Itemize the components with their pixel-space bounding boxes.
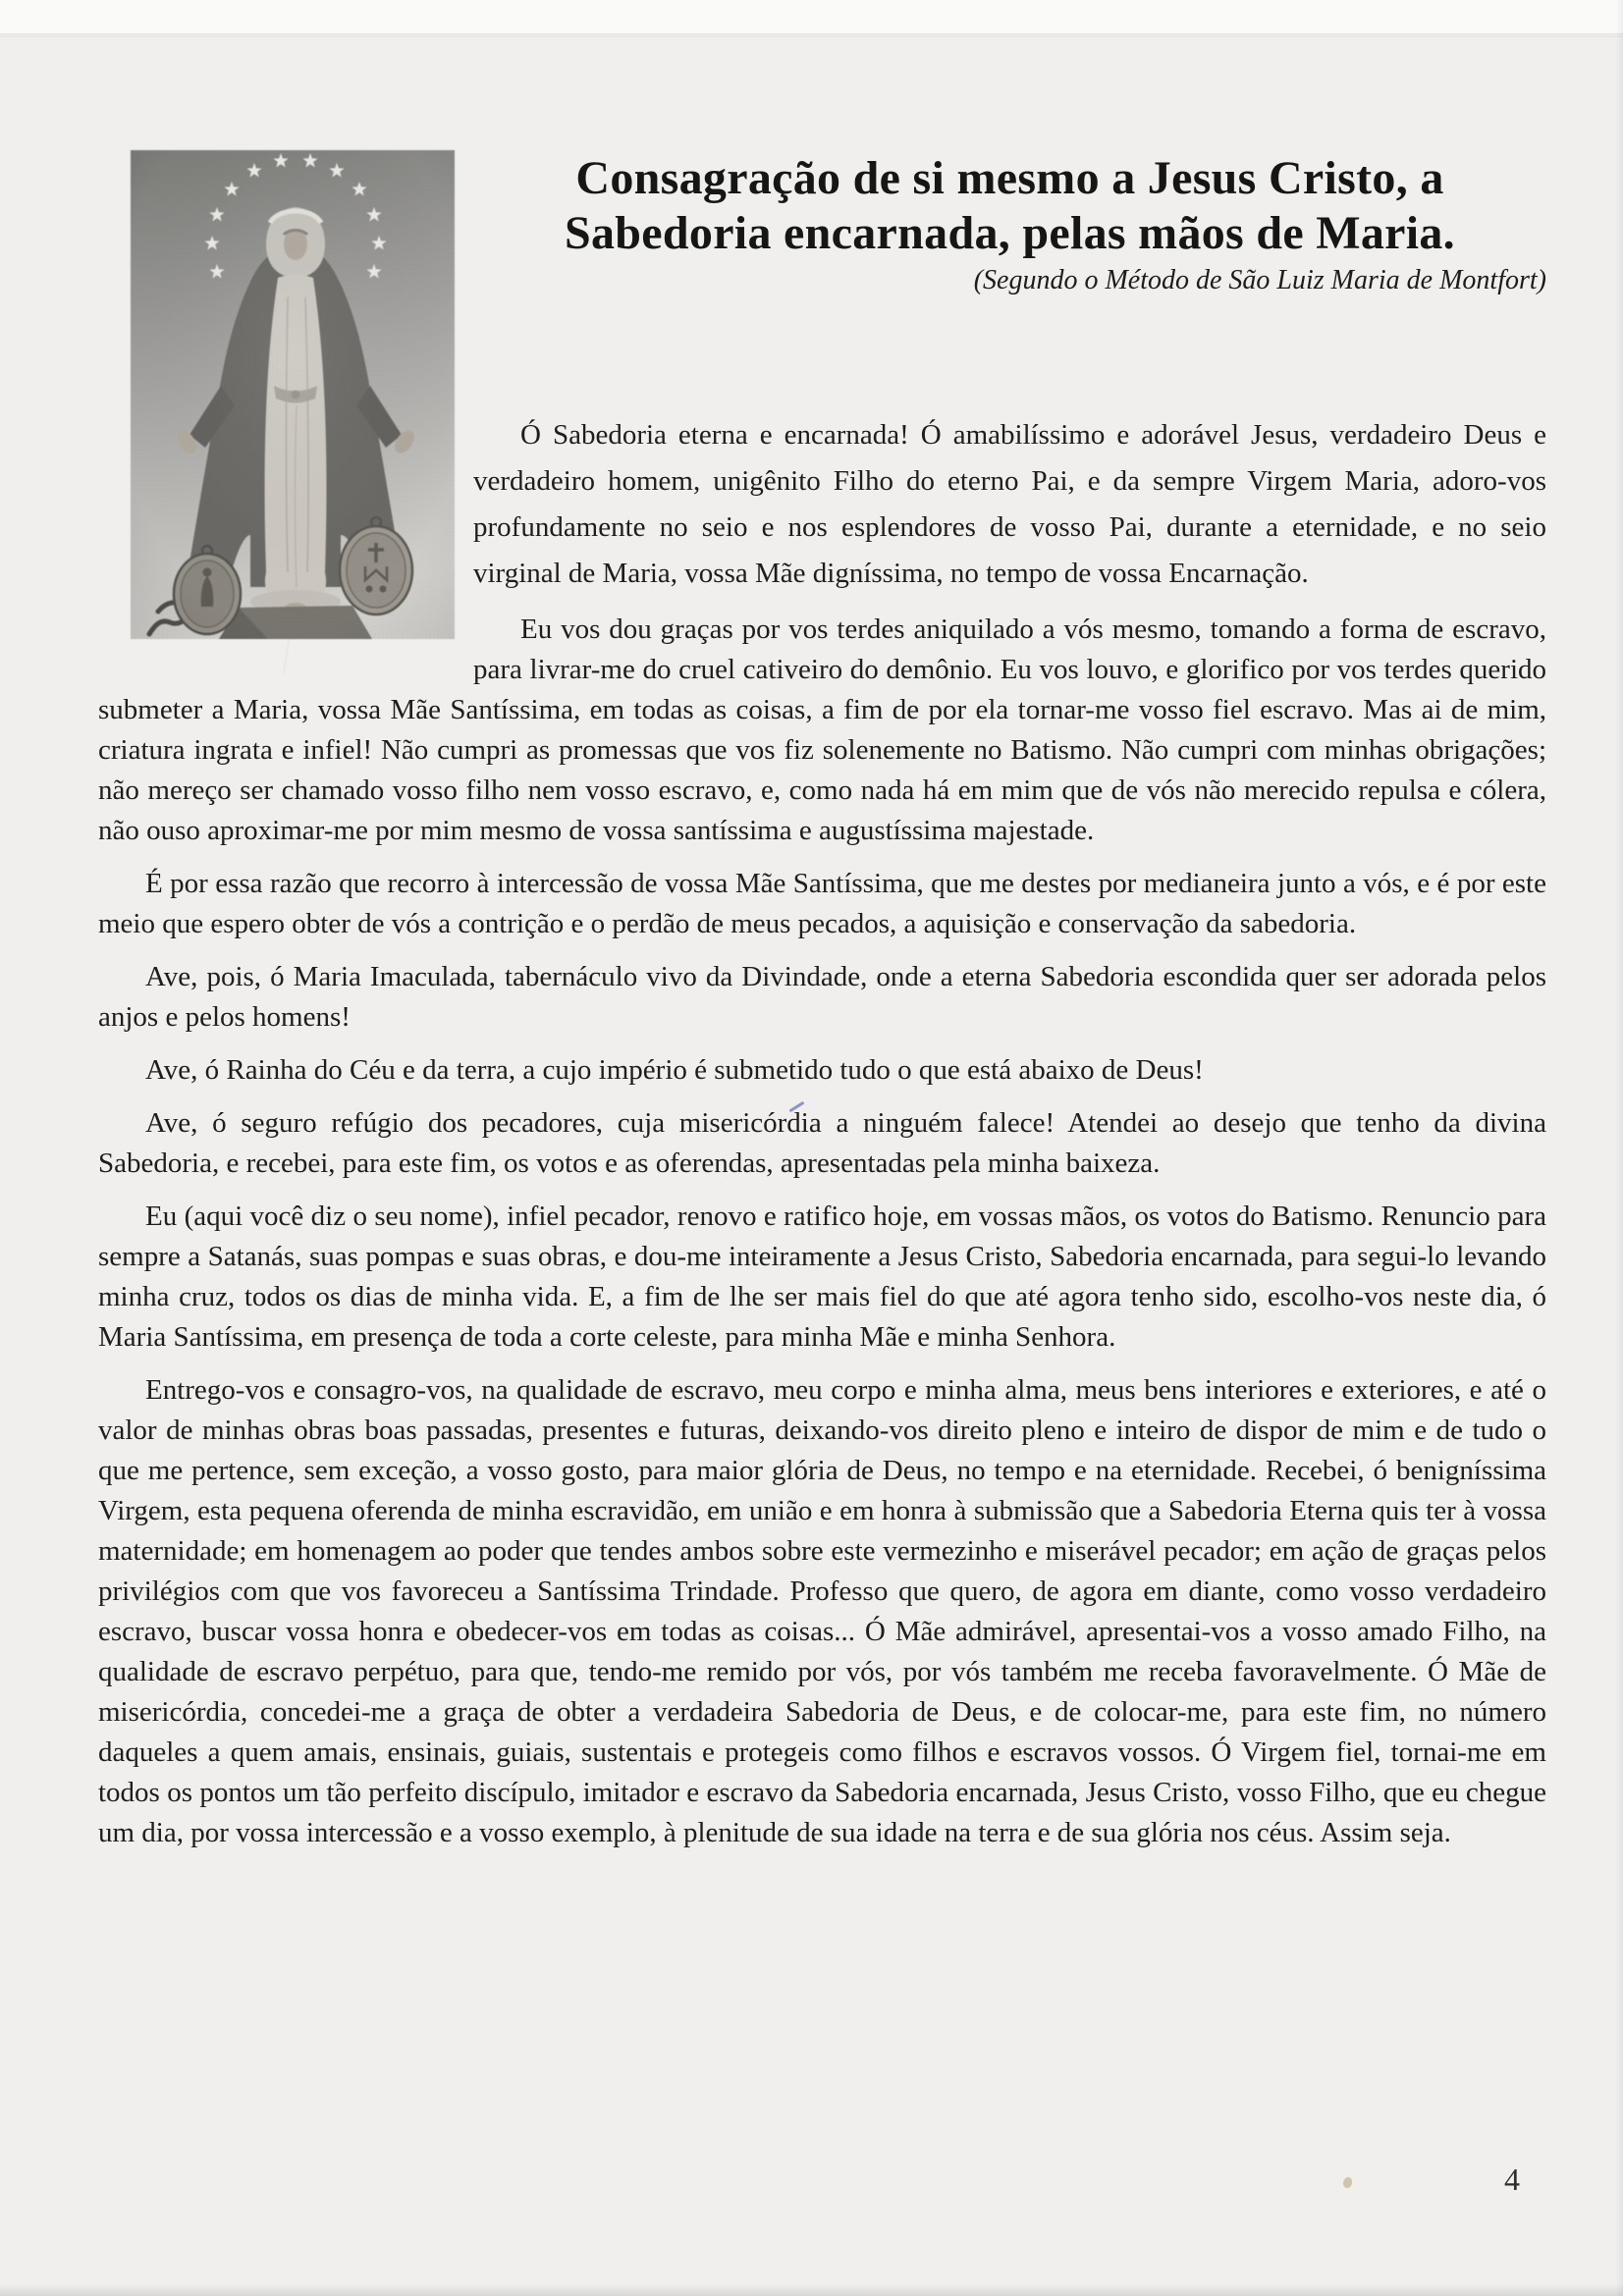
scan-edge-top (0, 0, 1623, 34)
paper-speck (1343, 2177, 1352, 2188)
our-lady-of-grace-picture (131, 150, 455, 639)
title-line-1: Consagração de si mesmo a Jesus Cristo, a (575, 152, 1444, 204)
paragraph-5: Ave, ó Rainha do Céu e da terra, a cujo império é submetido tudo o que está abaixo de Deus! (145, 1054, 1204, 1086)
virgin-mary-image (98, 145, 473, 663)
scan-edge-bottom (0, 2284, 1623, 2296)
paragraph-1: Ó Sabedoria eterna e encarnada! Ó amabilíssimo e adorável Jesus, verdadeiro Deus e verdadeiro homem, unigênito Filho do eterno Pai, e da sempre Virgem Maria, adoro-vos profundamente no seio e nos esplendores de vosso Pai, durante a eternidade, e no seio virginal de Maria, vossa Mãe digníssima, no tempo de vossa Encarnação. (473, 419, 1546, 589)
title-line-2: Sabedoria encarnada, pelas mãos de Maria. (565, 207, 1455, 259)
vignette (131, 150, 455, 639)
our-lady-of-grace-illustration (131, 150, 455, 639)
paragraph-7: Eu (aqui você diz o seu nome), infiel pecador, renovo e ratifico hoje, em vossas mãos, os votos do Batismo. Renuncio para sempre a Satanás, suas pompas e suas obras, e dou-me inteiramente a Jesus Cristo, Sabedoria encarnada, para segui-lo levando minha cruz, todos os dias de minha vida. E, a fim de lhe ser mais fiel do que até agora tenho sido, escolho-vos neste dia, ó Maria Santíssima, em presença de toda a corte celeste, para minha Mãe e minha Senhora. (98, 1201, 1546, 1353)
paragraph-6: Ave, ó seguro refúgio dos pecadores, cuja misericórdia a ninguém falece! Atendei ao desejo que tenho da divina Sabedoria, e recebei, para este fim, os votos e as oferendas, apresentadas pela minha baixeza. (98, 1107, 1546, 1179)
page-number: 4 (1504, 2162, 1520, 2197)
paper-crease-horizontal (0, 35, 1623, 37)
scan-edge-right (1615, 0, 1623, 2296)
paragraph-3: É por essa razão que recorro à intercessão de vossa Mãe Santíssima, que me destes por medianeira junto a vós, e é por este meio que espero obter de vós a contrição e o perdão de meus pecados, a aquisição e conservação da sabedoria. (98, 868, 1546, 939)
document-subtitle: (Segundo o Método de São Luiz Maria de Montfort) (973, 265, 1546, 295)
paragraph-4: Ave, pois, ó Maria Imaculada, tabernáculo vivo da Divindade, onde a eterna Sabedoria escondida quer ser adorada pelos anjos e pelos homens! (98, 961, 1546, 1033)
paragraph-2: Eu vos dou graças por vos terdes aniquilado a vós mesmo, tomando a forma de escravo, para livrar-me do cruel cativeiro do demônio. Eu vos louvo, e glorifico por vos terdes querido submeter a Maria, vossa Mãe Santíssima, em todas as coisas, a fim de por ela tornar-me vosso fiel escravo. Mas ai de mim, criatura ingrata e infiel! Não cumpri as promessas que vos fiz solenemente no Batismo. Não cumpri com minhas obrigações; não mereço ser chamado vosso filho nem vosso escravo, e, como nada há em mim que de vós não merecido repulsa e cólera, não ouso aproximar-me por mim mesmo de vossa santíssima e augustíssima majestade. (98, 614, 1546, 846)
paragraph-8: Entrego-vos e consagro-vos, na qualidade de escravo, meu corpo e minha alma, meus bens interiores e exteriores, e até o valor de minhas obras boas passadas, presentes e futuras, deixando-vos direito pleno e inteiro de dispor de mim e de tudo o que me pertence, sem exceção, a vosso gosto, para maior glória de Deus, no tempo e na eternidade. Recebei, ó benigníssima Virgem, esta pequena oferenda de minha escravidão, em união e em honra à submissão que a Sabedoria Eterna quis ter à vossa maternidade; em homenagem ao poder que tendes ambos sobre este vermezinho e miserável pecador; em ação de graças pelos privilégios com que vos favoreceu a Santíssima Trindade. Professo que quero, de agora em diante, como vosso verdadeiro escravo, buscar vossa honra e obedecer-vos em todas as coisas... Ó Mãe admirável, apresentai-vos a vosso amado Filho, na qualidade de escravo perpétuo, para que, tendo-me remido por vós, por vós também me receba favoravelmente. Ó Mãe de misericórdia, concedei-me a graça de obter a verdadeira Sabedoria de Deus, e de colocar-me, para este fim, no número daqueles a quem amais, ensinais, guiais, sustentais e protegeis como filhos e escravos vossos. Ó Virgem fiel, tornai-me em todos os pontos um tão perfeito discípulo, imitador e escravo da Sabedoria encarnada, Jesus Cristo, vosso Filho, que eu chegue um dia, por vossa intercessão e a vosso exemplo, à plenitude de sua idade na terra e de sua glória nos céus. Assim seja. (98, 1374, 1546, 1848)
document-content (98, 145, 1546, 1853)
